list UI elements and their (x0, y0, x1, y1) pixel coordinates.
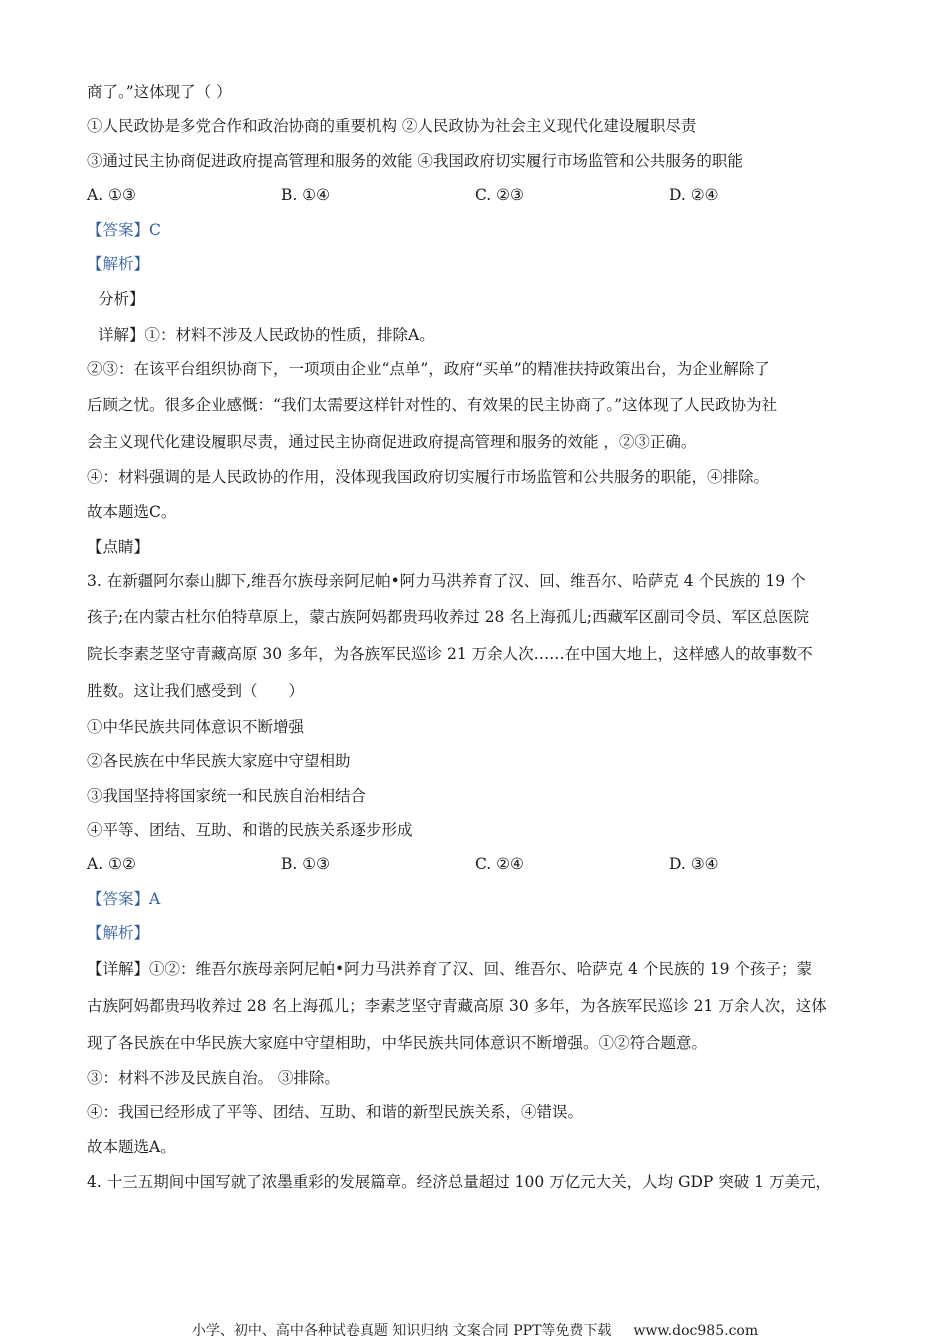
q2-statement-1-2: ①人民政协是多党合作和政治协商的重要机构 ②人民政协为社会主义现代化建设履职尽责 (87, 117, 697, 135)
q3-analysis-label: 【解析】 (87, 924, 150, 942)
q3-stem-1: 3. 在新疆阿尔泰山脚下,维吾尔族母亲阿尼帕•阿力马洪养育了汉、回、维吾尔、哈萨克 4 个民族的 19 个 (87, 572, 806, 590)
q2-option-d: D. ②④ (669, 186, 719, 204)
q2-option-b: B. ①④ (281, 186, 331, 204)
q2-answer: 【答案】C (87, 221, 161, 239)
q2-option-c: C. ②③ (475, 186, 524, 204)
q3-option-d: D. ③④ (669, 855, 719, 873)
q2-statement-3-4: ③通过民主协商促进政府提高管理和服务的效能 ④我国政府切实履行市场监管和公共服务的职能 (87, 152, 743, 170)
q2-fenxi-label: 分析】 (98, 290, 145, 308)
q2-detail-para-4: ④：材料强调的是人民政协的作用，没体现我国政府切实履行市场监管和公共服务的职能，④排除。 (87, 468, 770, 486)
q3-option-b: B. ①③ (281, 855, 331, 873)
q3-conclusion: 故本题选A。 (87, 1138, 176, 1156)
q3-stem-3: 院长李素芝坚守青藏高原 30 多年，为各族军民巡诊 21 万余人次……在中国大地上，这样感人的故事数不 (87, 645, 813, 663)
q2-detail-para-2: 后顾之忧。很多企业感慨：“我们太需要这样针对性的、有效果的民主协商了。”这体现了人民政协为社 (87, 396, 778, 414)
q2-options (87, 185, 867, 205)
q2-conclusion: 故本题选C。 (87, 503, 177, 521)
footer-text: 小学、初中、高中各种试卷真题 知识归纳 文案合同 PPT等免费下载 (191, 1323, 612, 1339)
q3-stem-2: 孩子;在内蒙古杜尔伯特草原上，蒙古族阿妈都贵玛收养过 28 名上海孤儿;西藏军区副司令员、军区总医院 (87, 608, 810, 626)
q3-option-c: C. ②④ (475, 855, 524, 873)
q2-option-a: A. ①③ (87, 186, 136, 204)
q2-detail-para-1: ②③：在该平台组织协商下，一项项由企业“点单”，政府“买单”的精准扶持政策出台，为企业解除了 (87, 360, 770, 378)
q3-stem-4: 胜数。这让我们感受到（ ） (87, 682, 305, 700)
q3-statement-1: ①中华民族共同体意识不断增强 (87, 718, 305, 736)
q3-detail-3: 现了各民族在中华民族大家庭中守望相助，中华民族共同体意识不断增强。①②符合题意。 (87, 1034, 708, 1052)
q3-detail-2: 古族阿妈都贵玛收养过 28 名上海孤儿；李素芝坚守青藏高原 30 多年，为各族军民巡诊 21 万余人次，这体 (87, 997, 827, 1015)
page-footer (0, 1322, 950, 1340)
q3-statement-3: ③我国坚持将国家统一和民族自治相结合 (87, 787, 367, 805)
q4-stem-1: 4. 十三五期间中国写就了浓墨重彩的发展篇章。经济总量超过 100 万亿元大关，人均 GDP 突破 1 万美元， (87, 1173, 831, 1191)
q3-detail-1: 【详解】①②：维吾尔族母亲阿尼帕•阿力马洪养育了汉、回、维吾尔、哈萨克 4 个民族的 19 个孩子；蒙 (87, 960, 812, 978)
q2-dianjing-label: 【点睛】 (87, 538, 150, 556)
q2-stem-end: 商了。”这体现了（ ） (87, 83, 232, 101)
q2-analysis-label: 【解析】 (87, 255, 150, 273)
q3-answer: 【答案】A (87, 890, 161, 908)
q3-statement-2: ②各民族在中华民族大家庭中守望相助 (87, 752, 351, 770)
q3-option-a: A. ①② (87, 855, 136, 873)
q3-statement-4: ④平等、团结、互助、和谐的民族关系逐步形成 (87, 821, 413, 839)
q3-options (87, 854, 867, 874)
q3-detail-5: ④：我国已经形成了平等、团结、互助、和谐的新型民族关系，④错误。 (87, 1103, 584, 1121)
q3-detail-4: ③：材料不涉及民族自治。 ③排除。 (87, 1069, 340, 1087)
q2-detail-1: 详解】①：材料不涉及人民政协的性质，排除A。 (98, 326, 435, 344)
footer-url[interactable]: www.doc985.com (633, 1323, 759, 1339)
q2-detail-para-3: 会主义现代化建设履职尽责，通过民主协商促进政府提高管理和服务的效能 ，②③正确。 (87, 433, 697, 451)
